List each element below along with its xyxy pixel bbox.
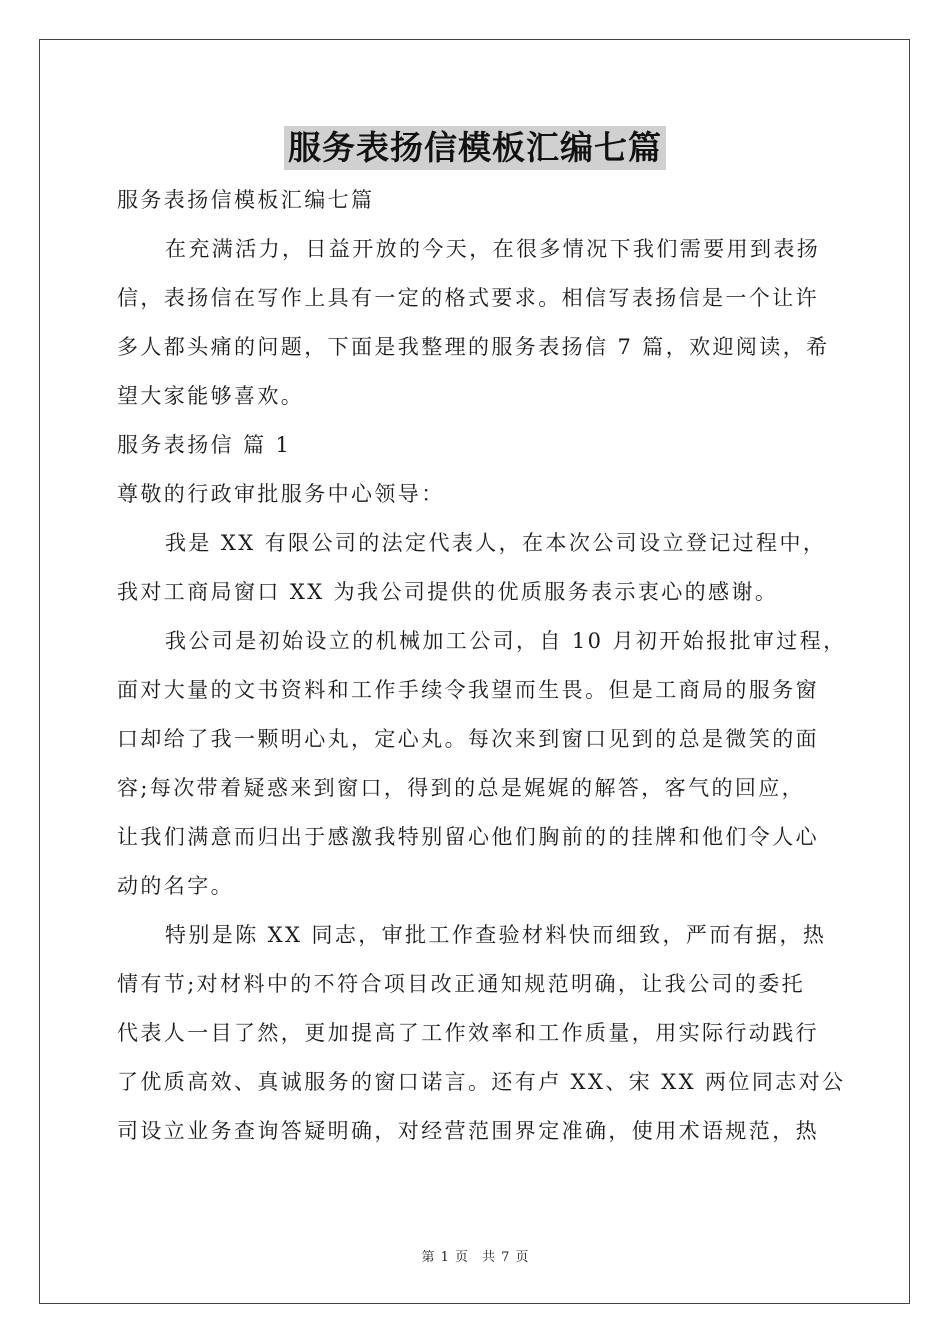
document-body: [117, 176, 847, 1156]
body-line: 特别是陈 XX 同志，审批工作查验材料快而细致，严而有据，热: [165, 923, 827, 947]
document-title: 服务表扬信模板汇编七篇: [284, 126, 666, 170]
body-line: 司设立业务查询答疑明确，对经营范围界定准确，使用术语规范，热: [117, 1119, 819, 1143]
body-line: 信，表扬信在写作上具有一定的格式要求。相信写表扬信是一个让许: [117, 286, 819, 310]
body-line: 容;每次带着疑惑来到窗口，得到的总是娓娓的解答，客气的回应，: [117, 776, 806, 800]
section-heading: 服务表扬信 篇 1: [117, 433, 292, 457]
body-line: 面对大量的文书资料和工作手续令我望而生畏。但是工商局的服务窗: [117, 678, 819, 702]
body-line: 多人都头痛的问题，下面是我整理的服务表扬信 7 篇，欢迎阅读，希: [117, 335, 830, 359]
salutation: 尊敬的行政审批服务中心领导：: [117, 482, 445, 506]
body-line: 口却给了我一颗明心丸，定心丸。每次来到窗口见到的总是微笑的面: [117, 727, 819, 751]
page-number: 第 1 页: [421, 1250, 468, 1265]
title-wrap: [0, 126, 950, 170]
body-line: 代表人一目了然，更加提高了工作效率和工作质量，用实际行动践行: [117, 1021, 819, 1045]
body-line: 情有节;对材料中的不符合项目改正通知规范明确，让我公司的委托: [117, 972, 806, 996]
page-footer: [0, 1246, 950, 1265]
body-line: 我对工商局窗口 XX 为我公司提供的优质服务表示衷心的感谢。: [117, 580, 779, 604]
body-line: 动的名字。: [117, 874, 234, 898]
body-line: 我公司是初始设立的机械加工公司，自 10 月初开始报批审过程，: [165, 629, 847, 653]
body-line: 望大家能够喜欢。: [117, 384, 305, 408]
body-line: 让我们满意而归出于感激我特别留心他们胸前的的挂牌和他们令人心: [117, 825, 819, 849]
body-line: 在充满活力，日益开放的今天，在很多情况下我们需要用到表扬: [165, 237, 821, 261]
page-total: 共 7 页: [482, 1250, 529, 1265]
body-line: 了优质高效、真诚服务的窗口诺言。还有卢 XX、宋 XX 两位同志对公: [117, 1070, 846, 1094]
body-line: 我是 XX 有限公司的法定代表人，在本次公司设立登记过程中，: [165, 531, 827, 555]
body-line: 服务表扬信模板汇编七篇: [117, 188, 375, 212]
